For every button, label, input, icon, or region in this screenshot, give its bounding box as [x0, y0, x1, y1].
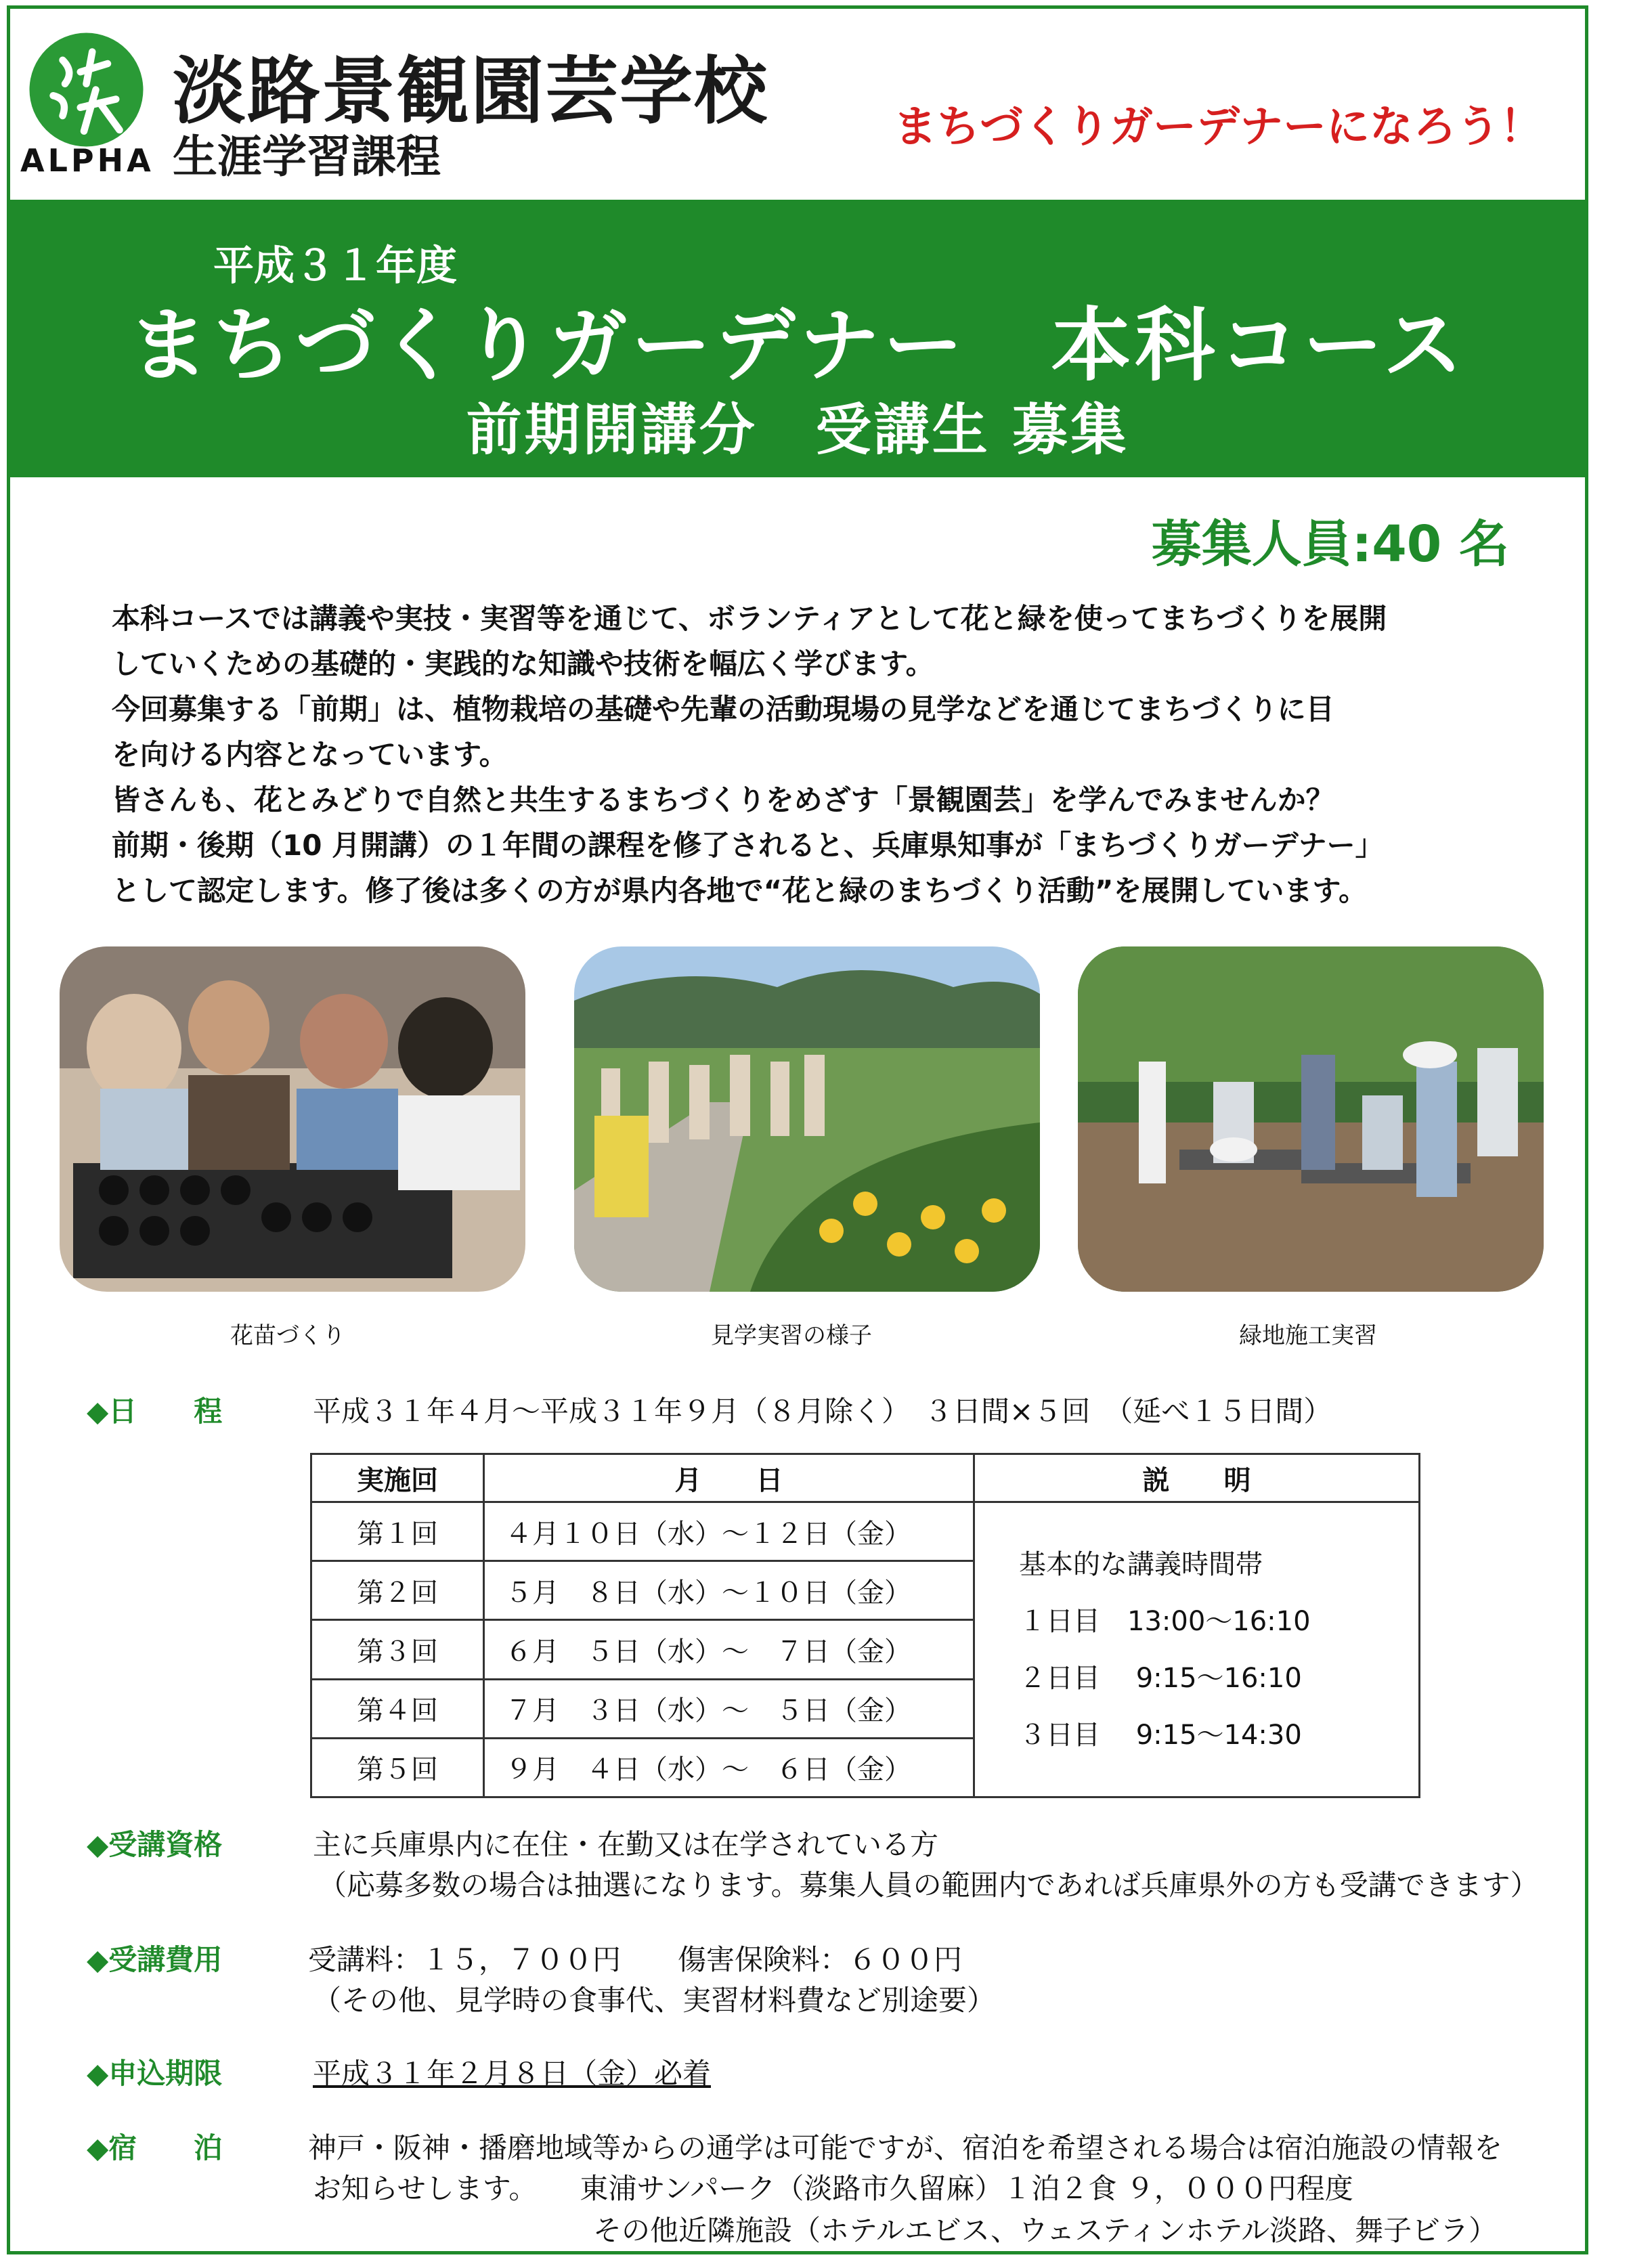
eligibility-line: 主に兵庫県内に在住・在勤又は在学されている方: [313, 1828, 939, 1861]
fee-label: ◆受講費用: [87, 1943, 223, 1976]
fee-line: 受講料：１５，７００円 傷害保険料：６００円: [308, 1943, 963, 1976]
banner-year: 平成３１年度: [213, 242, 457, 290]
table-row: [311, 1502, 1420, 1561]
intro-line: を向ける内容となっています。: [112, 738, 508, 771]
date-cell: ４月１０日（水）～１２日（金）: [484, 1502, 974, 1561]
lodging-label: ◆宿 泊: [87, 2131, 223, 2164]
photo-seedlings: [60, 946, 525, 1292]
photo-caption: 緑地施工実習: [1239, 1322, 1377, 1349]
school-name: 淡路景観園芸学校: [173, 49, 769, 134]
logo-text: ALPHA: [20, 142, 154, 179]
intro-line: していくための基礎的・実践的な知識や技術を幅広く学びます。: [112, 647, 934, 680]
time-slot: １日目 13:00～16:10: [1019, 1605, 1311, 1637]
session-cell: 第１回: [311, 1502, 484, 1561]
intro-line: として認定します。修了後は多くの方が県内各地で“花と緑のまちづくり活動”を展開しています。: [112, 874, 1368, 907]
recruit-count: 募集人員:40 名: [1151, 515, 1509, 573]
photo-caption: 花苗づくり: [230, 1322, 345, 1349]
slogan: まちづくりガーデナーになろう！: [893, 102, 1543, 152]
title-banner: [10, 200, 1585, 477]
date-cell: ９月 ４日（水）～ ６日（金）: [484, 1738, 974, 1797]
eligibility-note: （応募多数の場合は抽選になります。募集人員の範囲内であれば兵庫県外の方も受講できます）: [318, 1869, 1539, 1902]
table-header: 月 日: [484, 1454, 974, 1502]
session-cell: 第４回: [311, 1679, 484, 1738]
photo-caption: 見学実習の様子: [711, 1322, 872, 1349]
schedule-summary: 平成３１年４月～平成３１年９月（８月除く） ３日間×５回 （延べ１５日間）: [313, 1395, 1332, 1428]
time-slot: ２日目 9:15～16:10: [1019, 1662, 1302, 1694]
schedule-label: ◆日 程: [87, 1395, 223, 1428]
session-cell: 第２回: [311, 1561, 484, 1620]
intro-text: [112, 596, 1520, 913]
school-logo-icon: [27, 30, 146, 149]
table-header-row: [311, 1454, 1420, 1502]
program-name: 生涯学習課程: [173, 131, 441, 183]
photo-field-trip: [574, 946, 1040, 1292]
intro-line: 今回募集する「前期」は、植物栽培の基礎や先輩の活動現場の見学などを通じてまちづくりに目: [112, 693, 1334, 726]
time-slot: ３日目 9:15～14:30: [1019, 1719, 1302, 1751]
fee-note: （その他、見学時の食事代、実習材料費など別途要）: [313, 1984, 996, 2017]
banner-title: まちづくりガーデナー 本科コース: [128, 299, 1467, 392]
lodging-line: お知らせします。 東浦サンパーク（淡路市久留麻）１泊２食 ９，０００円程度: [313, 2172, 1353, 2205]
photo-greenery-construction: [1078, 946, 1544, 1292]
deadline-label: ◆申込期限: [87, 2057, 223, 2090]
session-cell: 第５回: [311, 1738, 484, 1797]
intro-line: 皆さんも、花とみどりで自然と共生するまちづくりをめざす「景観園芸」を学んでみませんか？: [112, 783, 1334, 816]
intro-line: 本科コースでは講義や実技・実習等を通じて、ボランティアとして花と緑を使ってまちづくりを展開: [112, 602, 1387, 635]
table-header: 実施回: [311, 1454, 484, 1502]
date-cell: ７月 ３日（水）～ ５日（金）: [484, 1679, 974, 1738]
schedule-table: [310, 1453, 1420, 1798]
date-cell: ５月 ８日（水）～１０日（金）: [484, 1561, 974, 1620]
intro-line: 前期・後期（10 月開講）の１年間の課程を修了されると、兵庫県知事が「まちづくりガーデナー」: [112, 829, 1384, 862]
eligibility-label: ◆受講資格: [87, 1828, 223, 1861]
time-note-cell: [974, 1502, 1420, 1797]
session-cell: 第３回: [311, 1620, 484, 1679]
time-note-title: 基本的な講義時間帯: [1019, 1548, 1263, 1580]
deadline-value: 平成３１年２月８日（金）必着: [313, 2057, 712, 2090]
table-header: 説 明: [974, 1454, 1420, 1502]
banner-subtitle: 前期開講分 受講生 募集: [466, 398, 1129, 462]
lodging-line: 神戸・阪神・播磨地域等からの通学は可能ですが、宿泊を希望される場合は宿泊施設の情報を: [308, 2131, 1503, 2164]
lodging-line: その他近隣施設（ホテルエビス、ウェスティンホテル淡路、舞子ビラ）: [593, 2214, 1498, 2247]
date-cell: ６月 ５日（水）～ ７日（金）: [484, 1620, 974, 1679]
